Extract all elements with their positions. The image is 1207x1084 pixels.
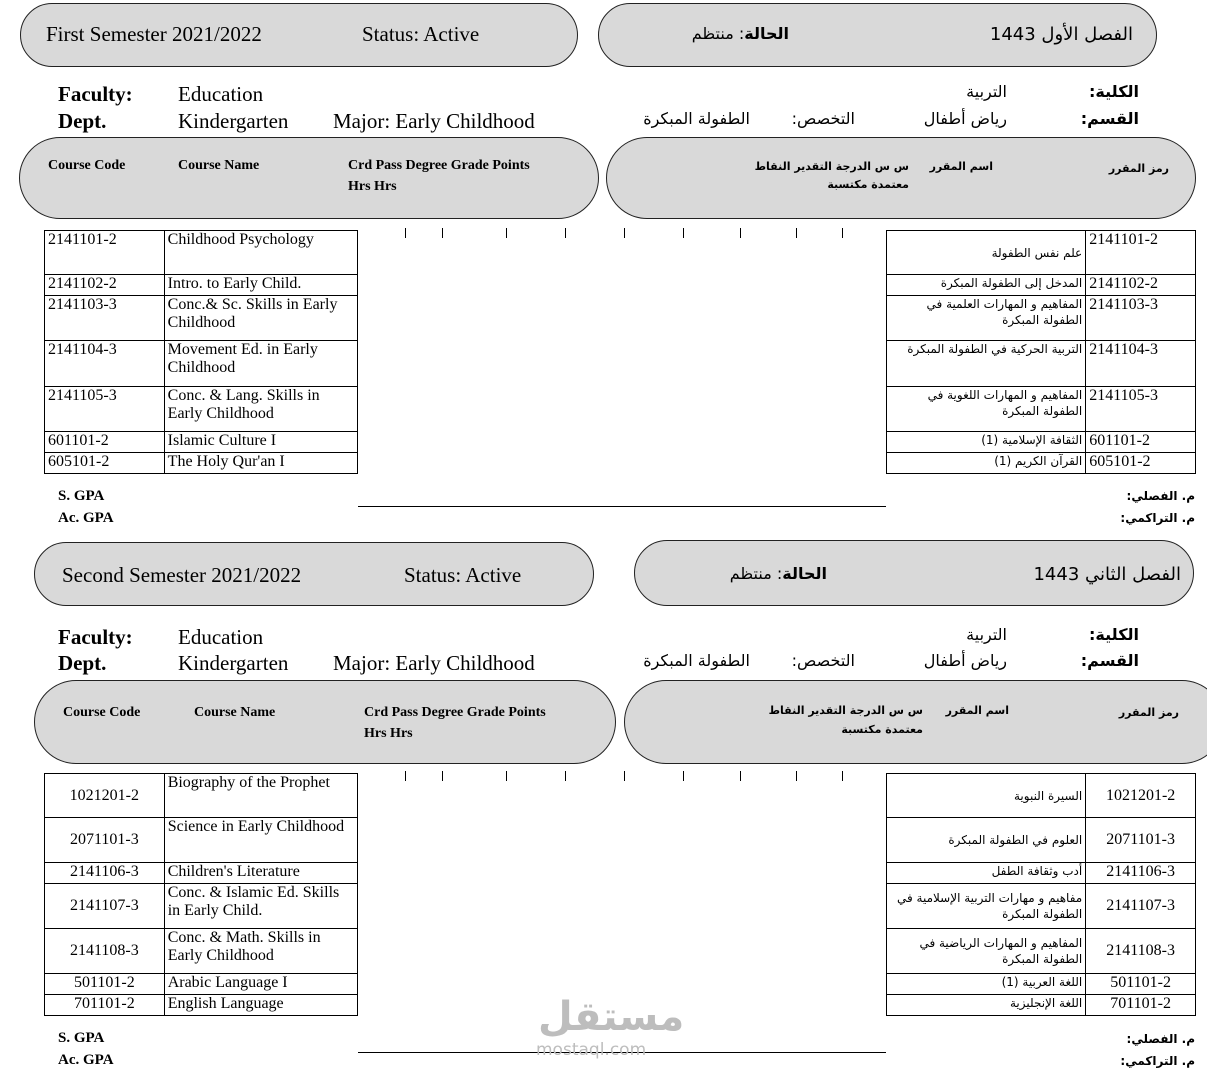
semester1-ar-major-value: الطفولة المبكرة (643, 109, 750, 128)
table-row (887, 774, 1196, 818)
semester2-ar-status-label: الحالة (782, 564, 827, 583)
semester2-status: Status: Active (404, 563, 522, 587)
semester1-ac-gpa-label: Ac. GPA (58, 510, 114, 526)
course-code: 2141102-2 (1086, 275, 1196, 296)
course-name-ar: اللغة العربية (1) (887, 974, 1086, 995)
column-tick (624, 228, 625, 238)
semester1-dept-value: Kindergarten (178, 109, 289, 133)
course-name: The Holy Qur'an I (164, 453, 357, 474)
semester2-ar-courses-table (886, 773, 1196, 1016)
course-code: 2141104-3 (1086, 341, 1196, 387)
course-code: 1021201-2 (45, 774, 165, 818)
semester1-en-table-header (19, 137, 599, 219)
course-name-ar: المدخل إلى الطفولة المبكرة (887, 275, 1086, 296)
course-code: 2141106-3 (45, 863, 165, 884)
column-tick (565, 228, 566, 238)
semester2-dept-value: Kindergarten (178, 651, 289, 675)
table-row (45, 774, 358, 818)
table-row (887, 929, 1196, 974)
course-name: Children's Literature (164, 863, 357, 884)
semester2-ar-dept-label: القسم: (1080, 651, 1139, 670)
course-name-ar: مفاهيم و مهارات التربية الإسلامية في الطفولة المبكرة (887, 884, 1086, 929)
course-code: 2141105-3 (1086, 387, 1196, 432)
column-tick (405, 771, 406, 781)
table-row (45, 432, 358, 453)
semester1-ar-dept-value: رياض أطفال (923, 109, 1007, 128)
semester1-ar-major-label: التخصص: (791, 109, 855, 128)
course-code: 601101-2 (45, 432, 165, 453)
column-tick (565, 771, 566, 781)
table-row (45, 995, 358, 1016)
course-code: 2141106-3 (1086, 863, 1196, 884)
table-row (45, 929, 358, 974)
semester1-redacted-area (358, 228, 886, 507)
course-code: 2071101-3 (1086, 818, 1196, 863)
semester2-ar-s-gpa-label: م. الفصلي: (1126, 1032, 1195, 1046)
semester2-ar-status (730, 564, 827, 583)
course-name-ar: القرآن الكريم (1) (887, 453, 1086, 474)
column-tick (740, 228, 741, 238)
column-tick (624, 771, 625, 781)
course-name: English Language (164, 995, 357, 1016)
course-name: Conc.& Sc. Skills in Early Childhood (164, 296, 357, 341)
course-code: 2071101-3 (45, 818, 165, 863)
course-code: 2141101-2 (45, 231, 165, 275)
semester2-major: Major: Early Childhood (333, 651, 535, 675)
semester2-ar-dept-value: رياض أطفال (923, 651, 1007, 670)
semester1-ar-ac-gpa-label: م. التراكمي: (1120, 511, 1195, 525)
course-code: 2141105-3 (45, 387, 165, 432)
semester2-ar-major-value: الطفولة المبكرة (643, 651, 750, 670)
column-tick (442, 771, 443, 781)
semester2-header-ar-cols2: معتمدة مكتسبة (841, 723, 923, 736)
semester1-ar-status-value: : منتظم (691, 24, 745, 43)
table-row (887, 231, 1196, 275)
column-tick (796, 771, 797, 781)
column-tick (842, 771, 843, 781)
course-name: Movement Ed. in Early Childhood (164, 341, 357, 387)
course-code: 701101-2 (1086, 995, 1196, 1016)
column-tick (796, 228, 797, 238)
semester2-ac-gpa-label: Ac. GPA (58, 1052, 114, 1068)
course-name: Childhood Psychology (164, 231, 357, 275)
course-code: 2141107-3 (1086, 884, 1196, 929)
course-name: Arabic Language I (164, 974, 357, 995)
semester1-faculty-label: Faculty: (58, 82, 133, 106)
table-row (887, 974, 1196, 995)
course-name-ar: الثقافة الإسلامية (1) (887, 432, 1086, 453)
column-tick (506, 228, 507, 238)
course-name: Islamic Culture I (164, 432, 357, 453)
table-row (45, 275, 358, 296)
course-code: 2141103-3 (45, 296, 165, 341)
table-row (45, 387, 358, 432)
semester2-ar-major-label: التخصص: (791, 651, 855, 670)
table-row (45, 231, 358, 275)
column-tick (683, 771, 684, 781)
course-name-ar: التربية الحركية في الطفولة المبكرة (887, 341, 1086, 387)
table-row (887, 275, 1196, 296)
semester2-ar-faculty-label: الكلية: (1089, 625, 1139, 644)
table-row (45, 341, 358, 387)
table-row (887, 296, 1196, 341)
semester2-dept-label: Dept. (58, 651, 107, 675)
semester1-header-course-code: Course Code (48, 158, 126, 173)
semester1-faculty-value: Education (178, 82, 264, 106)
course-name-ar: المفاهيم و المهارات اللغوية في الطفولة المبكرة (887, 387, 1086, 432)
course-name-ar: علم نفس الطفولة (887, 231, 1086, 275)
watermark-logo-ar: مستقل (538, 994, 685, 1040)
course-name-ar: العلوم في الطفولة المبكرة (887, 818, 1086, 863)
column-tick (442, 228, 443, 238)
course-code: 501101-2 (45, 974, 165, 995)
semester1-title: First Semester 2021/2022 (46, 22, 262, 46)
course-name-ar: أدب وثقافة الطفل (887, 863, 1086, 884)
table-row (45, 884, 358, 929)
semester1-ar-s-gpa-label: م. الفصلي: (1126, 489, 1195, 503)
semester1-header-cols-hrs: Hrs Hrs (348, 179, 397, 194)
course-name: Science in Early Childhood (164, 818, 357, 863)
course-code: 2141108-3 (45, 929, 165, 974)
column-tick (506, 771, 507, 781)
semester1-header-cols: Crd Pass Degree Grade Points (348, 158, 530, 173)
column-tick (405, 228, 406, 238)
semester2-en-courses-table (44, 773, 358, 1016)
course-code: 2141104-3 (45, 341, 165, 387)
semester1-dept-label: Dept. (58, 109, 107, 133)
semester1-header-course-name: Course Name (178, 158, 260, 173)
semester2-header-course-code: Course Code (63, 705, 141, 720)
course-code: 605101-2 (1086, 453, 1196, 474)
semester2-header-ar-code: رمز المقرر (1118, 706, 1179, 719)
semester2-header-cols-hrs: Hrs Hrs (364, 726, 413, 741)
semester1-ar-faculty-value: التربية (966, 82, 1007, 101)
semester2-header-ar-name: اسم المقرر (945, 704, 1009, 717)
watermark-logo-en: mostaql.com (536, 1040, 647, 1060)
semester2-ar-ac-gpa-label: م. التراكمي: (1120, 1054, 1195, 1068)
table-row (887, 818, 1196, 863)
table-row (45, 296, 358, 341)
column-tick (683, 228, 684, 238)
table-row (45, 974, 358, 995)
semester1-ar-dept-label: القسم: (1080, 109, 1139, 128)
semester1-header-ar-code: رمز المقرر (1108, 162, 1169, 175)
semester2-title: Second Semester 2021/2022 (62, 563, 302, 587)
semester1-ar-faculty-label: الكلية: (1089, 82, 1139, 101)
semester2-ar-title: الفصل الثاني 1443 (1033, 564, 1181, 585)
semester2-ar-table-header (624, 680, 1207, 764)
semester1-ar-status-label: الحالة (744, 24, 789, 43)
course-name-ar: المفاهيم و المهارات العلمية في الطفولة المبكرة (887, 296, 1086, 341)
semester2-ar-faculty-value: التربية (966, 625, 1007, 644)
course-name: Conc. & Islamic Ed. Skills in Early Child. (164, 884, 357, 929)
course-code: 501101-2 (1086, 974, 1196, 995)
semester2-header-cols: Crd Pass Degree Grade Points (364, 705, 546, 720)
semester2-en-table-header (34, 680, 616, 764)
table-row (45, 453, 358, 474)
course-name-ar: المفاهيم و المهارات الرياضية في الطفولة المبكرة (887, 929, 1086, 974)
course-name-ar: اللغة الإنجليزية (887, 995, 1086, 1016)
semester1-major: Major: Early Childhood (333, 109, 535, 133)
semester1-ar-courses-table (886, 230, 1196, 474)
course-name: Conc. & Lang. Skills in Early Childhood (164, 387, 357, 432)
course-code: 2141101-2 (1086, 231, 1196, 275)
table-row (887, 453, 1196, 474)
semester1-ar-status (692, 24, 789, 43)
course-name-ar: السيرة النبوية (887, 774, 1086, 818)
semester2-header-course-name: Course Name (194, 705, 276, 720)
semester2-faculty-value: Education (178, 625, 264, 649)
table-row (887, 884, 1196, 929)
semester2-s-gpa-label: S. GPA (58, 1030, 105, 1046)
semester1-header-ar-cols2: معتمدة مكتسبة (827, 178, 909, 191)
table-row (887, 341, 1196, 387)
table-row (887, 432, 1196, 453)
semester1-header-ar-name: اسم المقرر (929, 160, 993, 173)
semester1-status: Status: Active (362, 22, 480, 46)
table-row (887, 995, 1196, 1016)
course-name: Conc. & Math. Skills in Early Childhood (164, 929, 357, 974)
semester1-ar-title: الفصل الأول 1443 (989, 24, 1133, 45)
course-code: 2141103-3 (1086, 296, 1196, 341)
semester2-faculty-label: Faculty: (58, 625, 133, 649)
table-row (45, 818, 358, 863)
semester2-header-ar-cols: س س الدرجة التقدير النقاط (768, 704, 923, 717)
course-code: 601101-2 (1086, 432, 1196, 453)
course-name: Biography of the Prophet (164, 774, 357, 818)
course-code: 1021201-2 (1086, 774, 1196, 818)
table-row (887, 387, 1196, 432)
course-code: 701101-2 (45, 995, 165, 1016)
course-name: Intro. to Early Child. (164, 275, 357, 296)
column-tick (842, 228, 843, 238)
semester1-header-ar-cols: س س الدرجة التقدير النقاط (754, 160, 909, 173)
semester1-s-gpa-label: S. GPA (58, 488, 105, 504)
table-row (45, 863, 358, 884)
semester2-ar-status-value: : منتظم (729, 564, 783, 583)
column-tick (740, 771, 741, 781)
course-code: 605101-2 (45, 453, 165, 474)
table-row (887, 863, 1196, 884)
course-code: 2141108-3 (1086, 929, 1196, 974)
course-code: 2141107-3 (45, 884, 165, 929)
course-code: 2141102-2 (45, 275, 165, 296)
semester1-en-courses-table (44, 230, 358, 474)
